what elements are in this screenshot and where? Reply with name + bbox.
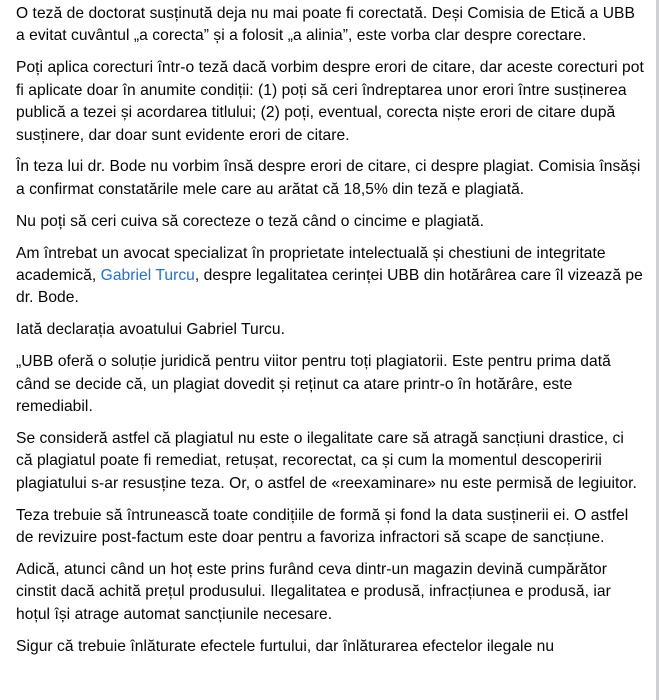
paragraph-8: Se consideră astfel că plagiatul nu este o ilegalitate care să atragă sancțiuni drastice, ci că plagiatul poate fi remediat, retușat, recorectat, ca și cum la momentul descoperirii plagiatului s-ar resusține teza. Or, o astfel de «reexaminare» nu este permisă de legiuitor. bbox=[16, 430, 637, 492]
paragraph-2: Poți aplica corecturi într-o teză dacă vorbim despre erori de citare, dar aceste corecturi pot fi aplicate doar în anumite condiții: (1) poți să ceri îndreptarea unor erori între susținerea publică a tezei și acordarea titlului; (2) poți, eventual, corecta niște erori de citare după susținere, dar doar sunt evidente erori de citare. bbox=[16, 59, 644, 144]
paragraph-1: O teză de doctorat susținută deja nu mai poate fi corectată. Deși Comisia de Etică a UBB a evitat cuvântul „a corecta” și a folosit „a alinia”, este vorba clar despre corectare. bbox=[16, 5, 635, 45]
paragraph-6: Iată declarația avoatului Gabriel Turcu. bbox=[16, 321, 285, 339]
paragraph-5-text-after: , despre legalitatea cerinței UBB din hotărârea care îl vizează pe dr. Bode. bbox=[16, 267, 643, 307]
paragraph-5 bbox=[16, 243, 644, 310]
paragraph-9: Teza trebuie să întrunească toate condițiile de formă și fond la data susținerii ei. O astfel de revizuire post-factum este doar pentru a favoriza infractori să scape de sancțiune. bbox=[16, 506, 629, 547]
paragraph-11: Sigur că trebuie înlăturate efectele furtului, dar înlăturarea efectelor ilegale nu bbox=[16, 637, 555, 655]
paragraph-5-text-before: Am întrebat un avocat specializat în proprietate intelectuală și chestiuni de integritate academică, bbox=[16, 244, 606, 285]
paragraph-4: Nu poți să ceri cuiva să corecteze o teză când o cincime e plagiată. bbox=[16, 212, 484, 230]
paragraph-7: „UBB oferă o soluție juridică pentru viitor pentru toți plagiatorii. Este pentru prima dată când se decide că, un plagiat dovedit și reținut ca atare printr-o în hotărâre, este remediabil. bbox=[16, 353, 611, 416]
paragraph-10: Adică, atunci când un hoț este prins furând ceva dintr-un magazin devină cumpărător cinstit dacă achită prețul produsului. Ilegalitatea e produsă, infracțiunea e produsă, iar hoțul își atrage automat sancțiunile necesare. bbox=[16, 561, 611, 623]
paragraph-3: În teza lui dr. Bode nu vorbim însă despre erori de citare, ci despre plagiat. Comisia însăși a confirmat constatările mele care au arătat că 18,5% din teză e plagiată. bbox=[16, 158, 641, 198]
gabriel-turcu-link[interactable]: Gabriel Turcu bbox=[100, 267, 195, 285]
